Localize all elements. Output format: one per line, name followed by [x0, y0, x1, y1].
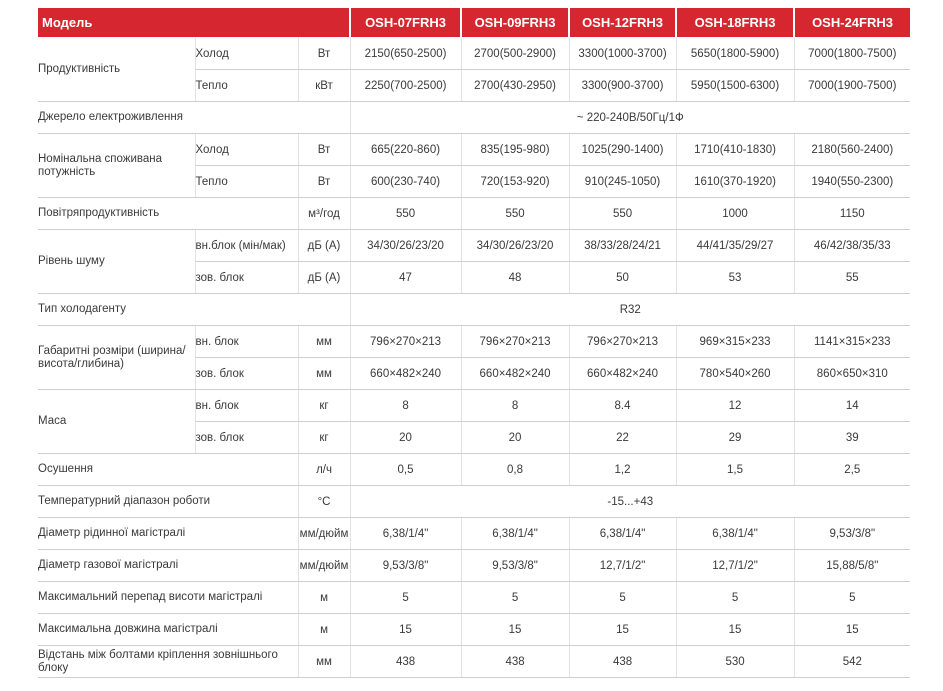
dimensions-indoor-value: 796×270×213 [461, 326, 569, 358]
dehumidification-unit: л/ч [298, 454, 350, 486]
weight-indoor-value: 8 [461, 390, 569, 422]
nominal_power-cool-value: 2180(560-2400) [794, 134, 910, 166]
header-model-2: OSH-09FRH3 [461, 8, 569, 38]
power_supply-label: Джерело електроживлення [38, 102, 350, 134]
dehumidification-value: 1,5 [676, 454, 794, 486]
dimensions-outdoor-value: 660×482×240 [569, 358, 676, 390]
nominal_power-heat-value: 600(230-740) [350, 166, 461, 198]
max_height-value: 5 [676, 582, 794, 614]
noise-outdoor-value: 50 [569, 262, 676, 294]
weight-outdoor-value: 20 [350, 422, 461, 454]
weight-indoor-value: 8.4 [569, 390, 676, 422]
max_length-value: 15 [461, 614, 569, 646]
nominal_power-cool-sub: Холод [195, 134, 298, 166]
noise-label: Рівень шуму [38, 230, 195, 294]
nominal_power-heat-value: 910(245-1050) [569, 166, 676, 198]
dimensions-row-indoor [38, 326, 910, 358]
gas_pipe-row [38, 550, 910, 582]
dimensions-indoor-value: 969×315×233 [676, 326, 794, 358]
dimensions-outdoor-sub: зов. блок [195, 358, 298, 390]
capacity-cool-value: 5650(1800-5900) [676, 38, 794, 70]
dehumidification-label: Осушення [38, 454, 298, 486]
temp_range-unit: °C [298, 486, 350, 518]
weight-outdoor-sub: зов. блок [195, 422, 298, 454]
capacity-cool-sub: Холод [195, 38, 298, 70]
gas_pipe-value: 9,53/3/8" [461, 550, 569, 582]
noise-outdoor-value: 53 [676, 262, 794, 294]
max_length-row [38, 614, 910, 646]
nominal_power-heat-value: 1940(550-2300) [794, 166, 910, 198]
bolt_distance-row [38, 646, 910, 678]
dimensions-label: Габаритні розміри (ширина/ висота/глибина) [38, 326, 195, 390]
dehumidification-row [38, 454, 910, 486]
capacity-heat-value: 3300(900-3700) [569, 70, 676, 102]
dimensions-indoor-sub: вн. блок [195, 326, 298, 358]
nominal_power-label: Номінальна споживана потужність [38, 134, 195, 198]
airflow-value: 550 [350, 198, 461, 230]
power_supply-value: ~ 220-240В/50Гц/1Ф [350, 102, 910, 134]
bolt_distance-value: 438 [350, 646, 461, 678]
airflow-value: 550 [461, 198, 569, 230]
weight-indoor-unit: кг [298, 390, 350, 422]
gas_pipe-value: 12,7/1/2" [569, 550, 676, 582]
noise-row-indoor [38, 230, 910, 262]
nominal_power-heat-unit: Вт [298, 166, 350, 198]
dimensions-indoor-value: 796×270×213 [569, 326, 676, 358]
dehumidification-value: 1,2 [569, 454, 676, 486]
capacity-cool-unit: Вт [298, 38, 350, 70]
refrigerant-label: Тип холодагенту [38, 294, 350, 326]
refrigerant-row [38, 294, 910, 326]
airflow-value: 1150 [794, 198, 910, 230]
liquid_pipe-label: Діаметр рідинної магістралі [38, 518, 298, 550]
header-model-label: Модель [38, 8, 350, 38]
max_height-value: 5 [461, 582, 569, 614]
max_length-unit: м [298, 614, 350, 646]
liquid_pipe-value: 6,38/1/4" [461, 518, 569, 550]
airflow-unit: м³/год [298, 198, 350, 230]
header-row [38, 8, 910, 38]
capacity-heat-sub: Тепло [195, 70, 298, 102]
gas_pipe-value: 12,7/1/2" [676, 550, 794, 582]
gas_pipe-value: 15,88/5/8" [794, 550, 910, 582]
weight-indoor-sub: вн. блок [195, 390, 298, 422]
dimensions-indoor-value: 1141×315×233 [794, 326, 910, 358]
max_length-value: 15 [794, 614, 910, 646]
liquid_pipe-value: 6,38/1/4" [676, 518, 794, 550]
noise-outdoor-value: 47 [350, 262, 461, 294]
bolt_distance-value: 438 [461, 646, 569, 678]
nominal_power-cool-value: 665(220-860) [350, 134, 461, 166]
nominal_power-heat-sub: Тепло [195, 166, 298, 198]
liquid_pipe-value: 9,53/3/8" [794, 518, 910, 550]
noise-indoor-unit: дБ (А) [298, 230, 350, 262]
temp_range-row [38, 486, 910, 518]
header-model-5: OSH-24FRH3 [794, 8, 910, 38]
header-model-4: OSH-18FRH3 [676, 8, 794, 38]
capacity-cool-value: 2700(500-2900) [461, 38, 569, 70]
weight-row-indoor [38, 390, 910, 422]
max_height-unit: м [298, 582, 350, 614]
header-model-3: OSH-12FRH3 [569, 8, 676, 38]
noise-outdoor-value: 48 [461, 262, 569, 294]
power_supply-row [38, 102, 910, 134]
nominal_power-cool-value: 1025(290-1400) [569, 134, 676, 166]
noise-indoor-value: 34/30/26/23/20 [350, 230, 461, 262]
weight-indoor-value: 8 [350, 390, 461, 422]
weight-outdoor-value: 20 [461, 422, 569, 454]
capacity-heat-value: 2250(700-2500) [350, 70, 461, 102]
max_height-label: Максимальний перепад висоти магістралі [38, 582, 298, 614]
bolt_distance-label: Відстань між болтами кріплення зовнішнього блоку [38, 646, 298, 678]
refrigerant-value: R32 [350, 294, 910, 326]
liquid_pipe-unit: мм/дюйм [298, 518, 350, 550]
dimensions-outdoor-value: 660×482×240 [461, 358, 569, 390]
airflow-row [38, 198, 910, 230]
max_length-label: Максимальна довжина магістралі [38, 614, 298, 646]
dehumidification-value: 0,8 [461, 454, 569, 486]
temp_range-value: -15...+43 [350, 486, 910, 518]
nominal_power-heat-value: 1610(370-1920) [676, 166, 794, 198]
noise-outdoor-unit: дБ (А) [298, 262, 350, 294]
liquid_pipe-value: 6,38/1/4" [350, 518, 461, 550]
bolt_distance-unit: мм [298, 646, 350, 678]
dimensions-indoor-unit: мм [298, 326, 350, 358]
nominal_power-row-cool [38, 134, 910, 166]
gas_pipe-label: Діаметр газової магістралі [38, 550, 298, 582]
weight-indoor-value: 12 [676, 390, 794, 422]
dimensions-outdoor-value: 860×650×310 [794, 358, 910, 390]
temp_range-label: Температурний діапазон роботи [38, 486, 298, 518]
noise-outdoor-sub: зов. блок [195, 262, 298, 294]
capacity-heat-value: 7000(1900-7500) [794, 70, 910, 102]
noise-indoor-value: 34/30/26/23/20 [461, 230, 569, 262]
max_length-value: 15 [676, 614, 794, 646]
spec-table [38, 8, 910, 678]
bolt_distance-value: 542 [794, 646, 910, 678]
capacity-label: Продуктивність [38, 38, 195, 102]
capacity-heat-value: 5950(1500-6300) [676, 70, 794, 102]
capacity-cool-value: 7000(1800-7500) [794, 38, 910, 70]
noise-indoor-value: 46/42/38/35/33 [794, 230, 910, 262]
nominal_power-heat-value: 720(153-920) [461, 166, 569, 198]
liquid_pipe-row [38, 518, 910, 550]
capacity-row-cool [38, 38, 910, 70]
dehumidification-value: 0,5 [350, 454, 461, 486]
dimensions-indoor-value: 796×270×213 [350, 326, 461, 358]
weight-outdoor-value: 22 [569, 422, 676, 454]
nominal_power-cool-value: 835(195-980) [461, 134, 569, 166]
dimensions-outdoor-value: 660×482×240 [350, 358, 461, 390]
dehumidification-value: 2,5 [794, 454, 910, 486]
airflow-value: 550 [569, 198, 676, 230]
noise-indoor-value: 38/33/28/24/21 [569, 230, 676, 262]
max_length-value: 15 [350, 614, 461, 646]
header-model-1: OSH-07FRH3 [350, 8, 461, 38]
capacity-heat-unit: кВт [298, 70, 350, 102]
airflow-value: 1000 [676, 198, 794, 230]
dimensions-outdoor-value: 780×540×260 [676, 358, 794, 390]
nominal_power-cool-unit: Вт [298, 134, 350, 166]
liquid_pipe-value: 6,38/1/4" [569, 518, 676, 550]
weight-outdoor-value: 29 [676, 422, 794, 454]
noise-indoor-sub: вн.блок (мін/мак) [195, 230, 298, 262]
bolt_distance-value: 438 [569, 646, 676, 678]
weight-outdoor-unit: кг [298, 422, 350, 454]
max_length-value: 15 [569, 614, 676, 646]
noise-outdoor-value: 55 [794, 262, 910, 294]
bolt_distance-value: 530 [676, 646, 794, 678]
weight-outdoor-value: 39 [794, 422, 910, 454]
dimensions-outdoor-unit: мм [298, 358, 350, 390]
max_height-row [38, 582, 910, 614]
capacity-cool-value: 3300(1000-3700) [569, 38, 676, 70]
max_height-value: 5 [569, 582, 676, 614]
max_height-value: 5 [794, 582, 910, 614]
weight-label: Маса [38, 390, 195, 454]
airflow-label: Повітряпродуктивність [38, 198, 298, 230]
max_height-value: 5 [350, 582, 461, 614]
weight-indoor-value: 14 [794, 390, 910, 422]
gas_pipe-unit: мм/дюйм [298, 550, 350, 582]
noise-indoor-value: 44/41/35/29/27 [676, 230, 794, 262]
capacity-heat-value: 2700(430-2950) [461, 70, 569, 102]
nominal_power-cool-value: 1710(410-1830) [676, 134, 794, 166]
gas_pipe-value: 9,53/3/8" [350, 550, 461, 582]
capacity-cool-value: 2150(650-2500) [350, 38, 461, 70]
